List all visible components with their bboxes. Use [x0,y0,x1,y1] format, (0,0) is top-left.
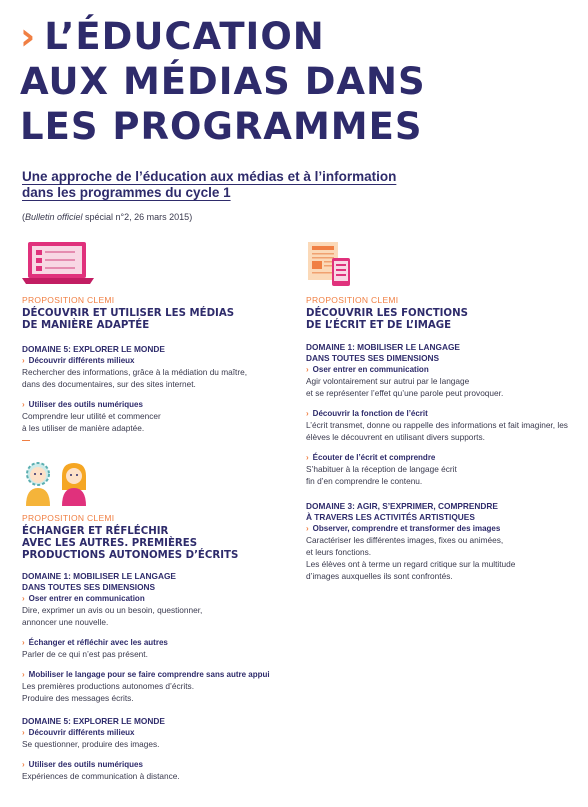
item-heading [22,669,302,680]
item-text: Expériences de communication à distance. [22,771,180,781]
item-heading [22,399,292,410]
item-heading-text: Échanger et réfléchir avec les autres [28,638,168,647]
item-text: Agir volontairement sur autrui par le langage [306,376,470,386]
section-title-line: PRODUCTIONS AUTONOMES D’ÉCRITS [22,550,239,561]
source-rest: spécial n°2, 26 mars 2015) [82,212,193,222]
item-heading [22,355,292,366]
section-title [306,308,576,332]
item-text: Caractériser les différentes images, fixes ou animées, [306,535,504,545]
item-text: Dire, exprimer un avis ou un besoin, questionner, [22,605,203,615]
domain-heading: DOMAINE 1: MOBILISER LE LANGAGE [306,342,460,352]
item-heading [22,759,302,770]
domain-heading: DOMAINE 5: EXPLORER LE MONDE [22,716,165,726]
domain-heading: À TRAVERS LES ACTIVITÉS ARTISTIQUES [306,512,475,522]
section-title-line: DÉCOUVRIR LES FONCTIONS [306,308,468,319]
item-text: Les premières productions autonomes d’écrits. [22,681,195,691]
item-text: Les élèves ont à terme un regard critique sur la multitude [306,559,516,569]
bullet-chevron-icon: › [306,409,309,418]
domain-heading: DANS TOUTES SES DIMENSIONS [22,582,156,592]
section-title-line: DE L’ÉCRIT ET DE L’IMAGE [306,320,452,331]
section-media-usage [22,295,292,441]
domain-heading: DOMAINE 5: EXPLORER LE MONDE [22,344,165,354]
item-text: d’images auxquelles ils sont confrontés. [306,571,453,581]
bullet-chevron-icon: › [22,356,25,365]
item-text: fin d’en comprendre le contenu. [306,476,423,486]
item-text: élèves le découvrent en utilisant divers supports. [306,432,485,442]
proposition-label: PROPOSITION CLEMI [22,295,115,305]
divider [22,440,30,441]
bullet-chevron-icon: › [22,760,25,769]
subtitle-line-2: dans les programmes du cycle 1 [22,185,231,200]
item-heading [306,452,576,463]
source-reference [22,212,192,222]
item-heading-text: Utiliser des outils numériques [28,400,143,409]
proposition-label: PROPOSITION CLEMI [22,513,115,523]
item-heading-text: Oser entrer en communication [28,594,145,603]
bullet-chevron-icon: › [306,453,309,462]
bullet-chevron-icon: › [22,670,25,679]
page-subtitle [22,169,482,201]
item-heading [22,593,302,604]
item-heading [306,523,576,534]
chevron-right-icon: › [20,15,37,58]
bullet-chevron-icon: › [22,728,25,737]
domain-heading: DOMAINE 1: MOBILISER LE LANGAGE [22,571,176,581]
page-title [20,14,560,149]
source-open: ( [22,212,25,222]
item-heading-text: Oser entrer en communication [312,365,429,374]
item-heading [306,364,576,375]
item-text: Comprendre leur utilité et commencer [22,411,161,421]
item-text: et se représenter l’effet qu’une parole peut provoquer. [306,388,504,398]
section-exchange-reflect [22,513,302,782]
section-title-line: AVEC LES AUTRES. PREMIÈRES [22,538,198,549]
item-text: Produire des messages écrits. [22,693,134,703]
item-heading-text: Utiliser des outils numériques [28,760,143,769]
bullet-chevron-icon: › [306,365,309,374]
title-line-2: AUX MÉDIAS DANS [20,60,426,103]
item-text: S’habituer à la réception de langage écrit [306,464,457,474]
item-text: et leurs fonctions. [306,547,372,557]
domain-heading: DANS TOUTES SES DIMENSIONS [306,353,440,363]
section-title-line: DE MANIÈRE ADAPTÉE [22,320,150,331]
item-text: dans des documentaires, sur des sites internet. [22,379,196,389]
item-heading-text: Découvrir la fonction de l’écrit [312,409,428,418]
item-heading-text: Écouter de l’écrit et comprendre [312,453,436,462]
children-icon [22,458,94,513]
source-italic: Bulletin officiel [25,212,83,222]
item-text: à les utiliser de manière adaptée. [22,423,145,433]
title-line-3: LES PROGRAMMES [20,105,423,148]
item-heading-text: Observer, comprendre et transformer des images [312,524,501,533]
section-title-line: ÉCHANGER ET RÉFLÉCHIR [22,526,169,537]
section-title [22,526,302,562]
domain-heading: DOMAINE 3: AGIR, S’EXPRIMER, COMPRENDRE [306,501,498,511]
bullet-chevron-icon: › [22,638,25,647]
laptop-icon [22,240,94,291]
title-line-1: L’ÉDUCATION [44,15,325,58]
item-heading [22,727,302,738]
item-heading-text: Découvrir différents milieux [28,356,135,365]
item-text: Parler de ce qui n’est pas présent. [22,649,148,659]
proposition-label: PROPOSITION CLEMI [306,295,399,305]
item-heading-text: Mobiliser le langage pour se faire comprendre sans autre appui [28,670,270,679]
item-text: Se questionner, produire des images. [22,739,160,749]
section-writing-image-functions [306,295,576,582]
bullet-chevron-icon: › [22,594,25,603]
section-title-line: DÉCOUVRIR ET UTILISER LES MÉDIAS [22,308,235,319]
bullet-chevron-icon: › [306,524,309,533]
item-heading [306,408,576,419]
item-heading-text: Découvrir différents milieux [28,728,135,737]
subtitle-line-1: Une approche de l’éducation aux médias et à l’information [22,169,397,184]
item-heading [22,637,302,648]
bullet-chevron-icon: › [22,400,25,409]
section-title [22,308,292,332]
documents-phone-icon [306,240,358,293]
item-text: annoncer une nouvelle. [22,617,109,627]
item-text: Rechercher des informations, grâce à la médiation du maître, [22,367,248,377]
item-text: L’écrit transmet, donne ou rappelle des informations et fait imaginer, les [306,420,568,430]
